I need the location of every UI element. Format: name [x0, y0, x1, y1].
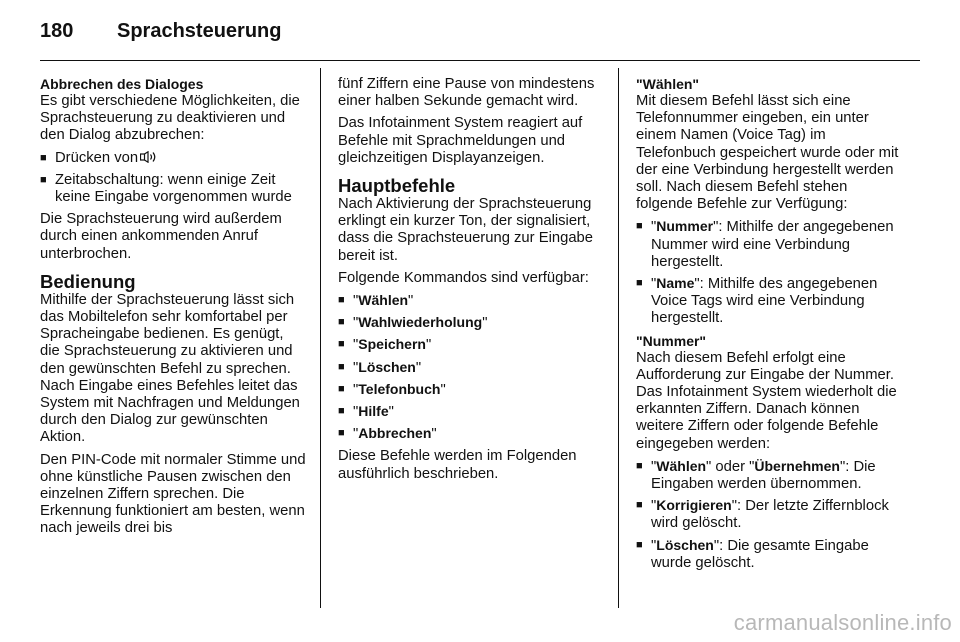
operation-paragraph-1: Mithilfe der Sprachsteuerung lässt sich das Mobiltelefon sehr komfortabel per Spracheingabe bedienen. Es genügt, die Sprachsteuerung zu aktivieren und den gewünschten Befehl zu sprechen. Nach Eingabe eines Befehles leitet das System mit Nachfragen und Meldungen durch den Dialog zur gewünschten Aktion. — [40, 291, 300, 446]
header-rule — [40, 60, 920, 61]
watermark: carmanualsonline.info — [733, 610, 952, 635]
list-item: ■ "Telefonbuch" — [338, 381, 604, 399]
option-keyword: Löschen — [656, 536, 714, 553]
column-divider-1 — [320, 68, 321, 608]
command-keyword: Abbrechen — [358, 425, 432, 442]
list-item — [40, 150, 306, 168]
available-commands-intro: Folgende Kommandos sind verfügbar: — [338, 269, 589, 286]
column-1 — [40, 76, 306, 543]
option-keyword: Übernehmen — [754, 457, 840, 474]
operation-heading: Bedienung — [40, 270, 136, 292]
main-commands-heading: Hauptbefehle — [338, 175, 456, 197]
list-item: ■ "Name": Mithilfe des angegebenen Voice Tags wird eine Verbindung hergestellt. — [636, 275, 904, 328]
main-commands-intro: Nach Aktivierung der Sprachsteuerung erklingt ein kurzer Ton, der signalisiert, dass die Sprachsteuerung zur Eingabe bereit ist. — [338, 196, 594, 264]
dial-paragraph: Mit diesem Befehl lässt sich eine Telefonnummer eingeben, ein unter einem Namen (Voice Tag) im Telefonbuch gespeichert wurde oder mit der eine Verbindung hergestellt werden soll. Nach diesem Befehl stehen folgende Befehle zur Verfügung: — [636, 93, 899, 213]
column-divider-2 — [618, 68, 619, 608]
option-text: : Die Eingaben werden übernommen. — [651, 458, 876, 493]
abort-note: Die Sprachsteuerung wird außerdem durch einen ankommenden Anruf unterbrochen. — [40, 211, 282, 262]
option-keyword: Wählen — [656, 457, 707, 474]
command-keyword: Telefonbuch — [358, 380, 441, 397]
number-options-list — [636, 458, 904, 572]
option-connector: " oder " — [706, 458, 755, 475]
list-item: ■ "Nummer": Mithilfe der angegebenen Nummer wird eine Verbindung hergestellt. — [636, 218, 904, 271]
command-keyword: Löschen — [358, 358, 416, 375]
option-text: : Mithilfe des angegebenen Voice Tags wird eine Verbindung hergestellt. — [651, 276, 878, 327]
option-text: : Mithilfe der angegebenen Nummer wird eine Verbindung hergestellt. — [651, 219, 894, 270]
command-keyword: Wahlwiederholung — [358, 314, 483, 331]
number-paragraph: Nach diesem Befehl erfolgt eine Aufforderung zur Eingabe der Nummer. Das Infotainment System wiederholt die erkannten Ziffern. Danach können weitere Ziffern oder folgende Befehle eingegeben werden: — [636, 349, 897, 452]
option-text: : Der letzte Ziffernblock wird gelöscht. — [651, 498, 889, 532]
abort-item-1-text: Drücken von — [55, 149, 139, 166]
dial-options-list — [636, 218, 904, 327]
column-2 — [338, 76, 604, 488]
list-item: ■ "Hilfe" — [338, 403, 604, 421]
command-list — [338, 292, 604, 443]
response-paragraph: Das Infotainment System reagiert auf Befehle mit Sprachmeldungen und gleichzeitigen Displayanzeigen. — [338, 115, 583, 166]
list-item: ■ "Speichern" — [338, 336, 604, 354]
list-item: ■ "Löschen" — [338, 359, 604, 377]
column-3 — [636, 76, 904, 577]
list-item: ■ Zeitabschaltung: wenn einige Zeit keine Eingabe vorgenommen wurde — [40, 172, 306, 206]
pin-paragraph-continued: fünf Ziffern eine Pause von mindestens einer halben Sekunde gemacht wird. — [338, 76, 595, 110]
page-number: 180 — [40, 20, 74, 42]
page-header — [40, 14, 920, 54]
chapter-title: Sprachsteuerung — [117, 20, 282, 42]
command-keyword: Hilfe — [358, 403, 389, 420]
list-item: ■ "Wählen" — [338, 292, 604, 310]
abort-intro: Es gibt verschiedene Möglichkeiten, die Sprachsteuerung zu deaktivieren und den Dialog abzubrechen: — [40, 93, 300, 144]
list-item: ■ "Wahlwiederholung" — [338, 314, 604, 332]
list-item: ■ "Korrigieren": Der letzte Ziffernblock wird gelöscht. — [636, 497, 904, 532]
command-keyword: Speichern — [358, 336, 426, 353]
commands-closing: Diese Befehle werden im Folgenden ausführlich beschrieben. — [338, 448, 577, 482]
list-item: ■ "Abbrechen" — [338, 425, 604, 443]
option-keyword: Name — [656, 275, 695, 292]
number-heading: "Nummer" — [636, 332, 707, 349]
list-item: ■ "Wählen" oder "Übernehmen": Die Eingaben werden übernommen. — [636, 458, 904, 493]
list-item: ■ "Löschen": Die gesamte Eingabe wurde gelöscht. — [636, 537, 904, 572]
option-keyword: Nummer — [656, 218, 714, 235]
dial-heading: "Wählen" — [636, 76, 700, 92]
option-text: : Die gesamte Eingabe wurde gelöscht. — [651, 537, 869, 571]
abort-heading: Abbrechen des Dialoges — [40, 76, 204, 92]
operation-paragraph-2: Den PIN-Code mit normaler Stimme und ohne künstliche Pausen zwischen den einzelnen Ziffern sprechen. Die Erkennung funktioniert am besten, wenn nach jeweils drei bis — [40, 451, 306, 537]
option-keyword: Korrigieren — [656, 497, 732, 514]
voice-control-button-icon — [140, 151, 157, 168]
command-keyword: Wählen — [358, 292, 409, 309]
abort-list — [40, 150, 306, 207]
